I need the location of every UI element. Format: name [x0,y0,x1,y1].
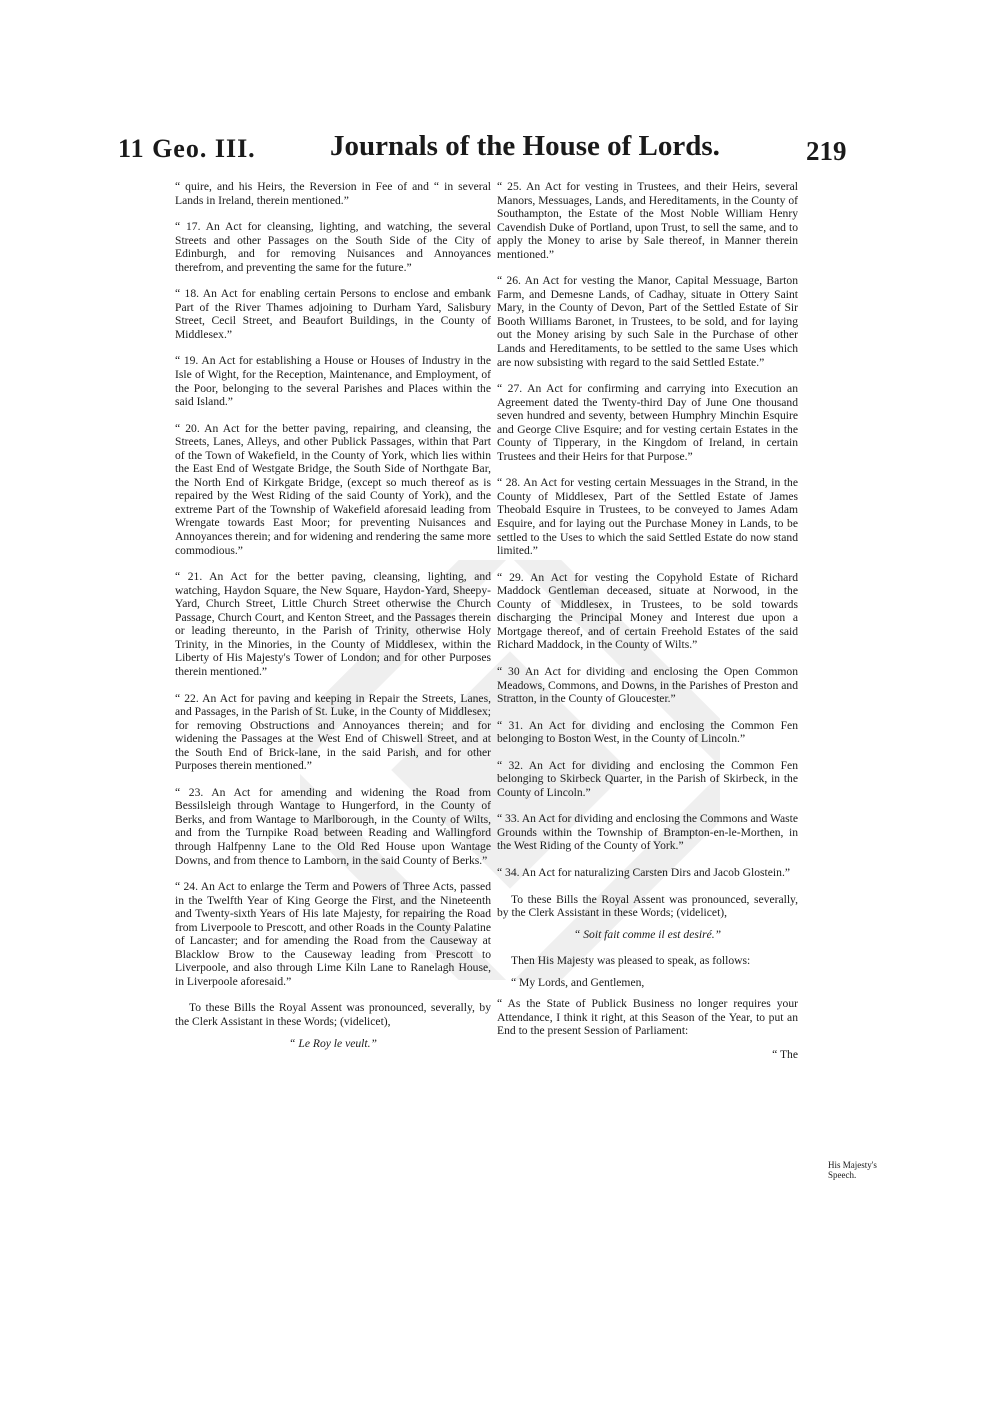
act-17: “ 17. An Act for cleansing, lighting, and watching, the several Streets and other Passages on the South Side of the City of Edinburgh, and for removing Nuisances and Annoyances therefrom, and preventing the same for the future.” [175,220,491,274]
act-25: “ 25. An Act for vesting in Trustees, and their Heirs, several Manors, Messuages, Lands, and Hereditaments, in the County of Southampton, the Estate of the Most Noble William Henry Cavendish Duke of Portland, upon Trust, to sell the same, and to apply the Money to arise by Sale thereof, in Manner therein mentioned.” [497,180,798,261]
royal-assent-formula: “ Soit fait comme il est desiré.” [573,927,722,941]
act-32: “ 32. An Act for dividing and enclosing the Common Fen belonging to Skirbeck Quarter, in the Parish of Skirbeck, in the County of Lincoln.” [497,758,798,799]
act-29: “ 29. An Act for vesting the Copyhold Estate of Richard Maddock Gentleman deceased, situate at Norwood, in the County of Middlesex, in Trustees, to be sold towards discharging the Principal Money and Interest due upon a Mortgage thereof, and of certain Freehold Estates of the said Richard Maddock, in the County of Wilts.” [497,570,798,652]
left-column [175,180,491,1050]
regnal-year: 11 Geo. III. [118,134,256,163]
act-18: “ 18. An Act for enabling certain Persons to enclose and embank Part of the River Thames adjoining to Durham Yard, Salisbury Street, Cecil Street, and Beaufort Buildings, in the County of Middlesex.” [175,287,491,341]
act-33: “ 33. An Act for dividing and enclosing the Commons and Waste Grounds within the Township of Brampton-en-le-Morthen, in the West Riding of the County of York.” [497,812,798,853]
act-31: “ 31. An Act for dividing and enclosing the Common Fen belonging to Boston West, in the County of Lincoln.” [497,718,798,746]
act-30: “ 30 An Act for dividing and enclosing the Open Common Meadows, Commons, and Downs, in the Parishes of Preston and Stratton, in the County of Gloucester.” [497,664,798,706]
catchword: “ The [772,1047,798,1061]
act-34: “ 34. An Act for naturalizing Carsten Dirs and Jacob Glostein.” [497,865,790,879]
margin-note: His Majesty's Speech. [828,1160,877,1180]
act-19: “ 19. An Act for establishing a House or Houses of Industry in the Isle of Wight, for the Reception, Maintenance, and Employment, of the Poor, belonging to the several Parishes and Places within the said Island.” [175,354,491,409]
page-number: 219 [806,136,847,166]
act-21: “ 21. An Act for the better paving, cleansing, lighting, and watching, Haydon Square, the New Square, Haydon-Yard, Sheepy-Yard, Church Street, Little Church Street otherwise the Church Passage, Church Court, and Kenton Street, and the Passages therein or leading thereunto, in the Parish of Trinity, otherwise Holy Trinity, in the Minories, in the County of Middlesex, within the Liberty of His Majesty's Tower of London; and for other Purposes therein mentioned.” [175,570,491,678]
paragraph: “ quire, and his Heirs, the Reversion in Fee of and “ in several Lands in Ireland, therein mentioned.” [175,180,491,207]
royal-assent-formula: “ Le Roy le veult.” [289,1036,377,1050]
act-27: “ 27. An Act for confirming and carrying into Execution an Agreement dated the Twenty-third Day of June One thousand seven hundred and seventy, between Humphry Minchin Esquire and George Clive Esquire; and for vesting certain Estates in the County of Tipperary, in the Kingdom of Ireland, in certain Trustees and their Heirs for that Purpose.” [497,382,798,463]
journal-title: Journals of the House of Lords. [330,130,720,162]
speech-intro: Then His Majesty was pleased to speak, as follows: [511,954,751,968]
act-23: “ 23. An Act for amending and widening the Road from Bessilsleigh through Wantage to Hungerford, in the County of Berks, and from Wantage to Marlborough, in the County of Wilts, and from the Turnpike Road between Reading and Wallingford through Halfpenny Lane to the Old Red House upon Wantage Downs, and from thence to Lamborn, in the said County of Berks.” [175,785,491,867]
act-26: “ 26. An Act for vesting the Manor, Capital Messuage, Barton Farm, and Demesne Lands, of Cadhay, situate in Ottery Saint Mary, in the County of Devon, Part of the Settled Estate of Sir Booth Williams Baronet, in Trustees, to be sold, and for laying out the Money arising by such Sale in the Purchase of other Lands and Hereditaments, to be settled to the same Uses which are now subsisting with regard to the said Settled Estate.” [497,274,798,369]
act-28: “ 28. An Act for vesting certain Messuages in the Strand, in the County of Middlesex, Part of the Settled Estate of James Theobald Esquire in Trustees, to be conveyed to James Adam Esquire, and for laying out the Purchase Money in Lands, to be settled to the Uses to which the said Settled Estate do now stand limited.” [497,476,798,558]
royal-assent-note: To these Bills the Royal Assent was pronounced, severally, by the Clerk Assistant in these Words; (videlicet), [175,1001,491,1028]
act-24: “ 24. An Act to enlarge the Term and Powers of Three Acts, passed in the Twelfth Year of King George the First, and the Nineteenth and Twenty-sixth Years of His late Majesty, for repairing the Road from Liverpoole to Prescott, and other Roads in the County Palatine of Lancaster; and for amending the Road from the Causeway at Blacklow Brow to the Causeway leading from Prescott to Liverpoole, and also through Lime Kiln Lane to Ranelagh House, in Liverpoole aforesaid.” [175,880,491,988]
royal-assent-note: To these Bills the Royal Assent was pronounced, severally, by the Clerk Assistant in these Words; (videlicet), [497,892,798,920]
right-column [497,180,798,1061]
act-20: “ 20. An Act for the better paving, repairing, and cleansing, the Streets, Lanes, Alleys, and other Publick Passages, within that Part of the Town of Wakefield, in the County of York, which lies within the East End of Westgate Bridge, the South Side of Northgate Bar, the North End of Kirkgate Bridge, (except so much thereof as is repaired by the West Riding of the said County of York), and the extreme Part of the Township of Wakefield aforesaid leading from Wrengate towards East Moor; for preventing Nuisances and Annoyances therein; and for widening and rendering the same more commodious.” [175,421,491,557]
speech-text: “ As the State of Publick Business no longer requires your Attendance, I think it right, at this Season of the Year, to put an End to the present Session of Parliament: [497,997,798,1038]
speech-salutation: “ My Lords, and Gentlemen, [511,975,645,989]
act-22: “ 22. An Act for paving and keeping in Repair the Streets, Lanes, and Passages, in the Parish of St. Luke, in the County of Middlesex; for removing Obstructions and Annoyances therein; and for widening the Passages at the West End of Chiswell Street, and at the South End of Brick-lane, in the said Parish, and for other Purposes therein mentioned.” [175,691,491,773]
